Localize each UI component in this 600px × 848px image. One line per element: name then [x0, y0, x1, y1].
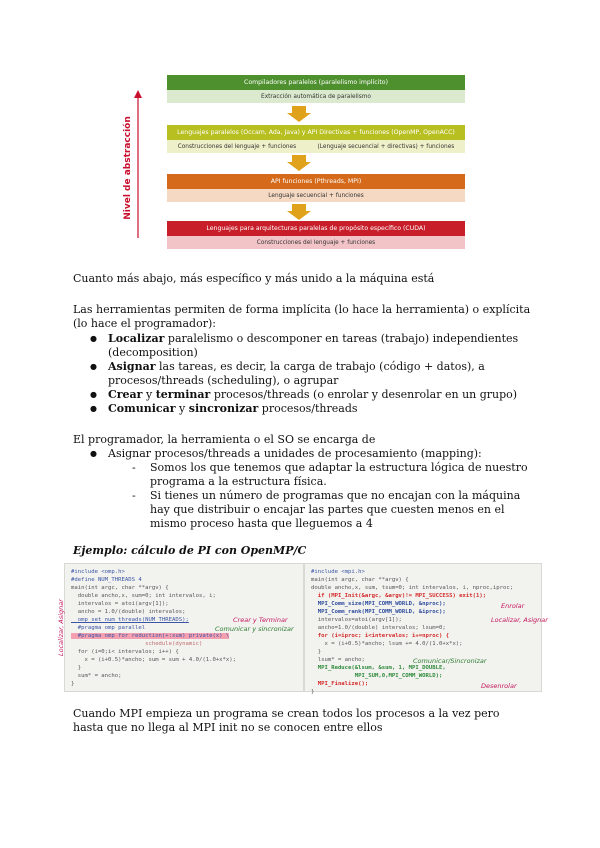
abstraction-diagram — [145, 75, 465, 255]
list-item: ● Comunicar y sincronizar procesos/threads — [90, 402, 530, 416]
mapping-sublist — [108, 461, 530, 531]
level-api-functions — [167, 174, 465, 202]
example-title: Ejemplo: cálculo de PI con OpenMP/C — [73, 544, 307, 557]
code-line: } — [71, 681, 75, 687]
level-sub: Construcciones del lenguaje + funciones — [167, 236, 465, 249]
level-sub-left: Construcciones del lenguaje + funciones — [177, 143, 297, 150]
note-comm-sync: Comunicar y sincronizar — [215, 625, 294, 633]
code-line: } — [71, 665, 82, 671]
level-title: Lenguajes para arquitecturas paralelas de propósito específico (CUDA) — [167, 221, 465, 236]
code-line: double ancho,x, sum, tsum=0; int intervalos, i, nproc,iproc; — [311, 585, 514, 591]
level-title: API funciones (Pthreads, MPI) — [167, 174, 465, 189]
code-line: #include <omp.h> — [71, 569, 125, 575]
code-line: intervalos=atoi(argv[1]); — [311, 617, 402, 623]
level-title: Compiladores paralelos (paralelismo implícito) — [167, 75, 465, 90]
level-sub: Lenguaje secuencial + funciones — [167, 189, 465, 202]
code-line: MPI_Comm_rank(MPI_COMM_WORLD, &iproc); — [311, 609, 446, 615]
abstraction-axis-arrowhead — [134, 90, 142, 98]
paragraph-programmer: El programador, la herramienta o el SO se encarga de — [73, 433, 376, 446]
code-line: MPI_Comm_size(MPI_COMM_WORLD, &nproc); — [311, 601, 446, 607]
list-item: ● Crear y terminar procesos/threads (o enrolar y desenrolar en un grupo) — [90, 388, 530, 402]
note-locate-assign: Localizar, Asignar — [491, 616, 548, 624]
tools-list — [90, 332, 530, 416]
code-line: } — [311, 689, 315, 695]
abstraction-axis-label: Nivel de abstracción — [123, 116, 133, 220]
code-line: schedule(dynamic) — [71, 641, 203, 647]
note-locate-assign: Localizar, Asignar — [57, 599, 65, 656]
code-line: MPI_Reduce(&lsum, &sum, 1, MPI_DOUBLE, — [311, 665, 446, 671]
code-line: main(int argc, char **argv) { — [311, 577, 409, 583]
level-sub: Extracción automática de paralelismo — [167, 90, 465, 103]
code-line: } — [311, 649, 322, 655]
code-line: #pragma omp parallel — [71, 625, 146, 631]
code-line: main(int argc, char **argv) { — [71, 585, 169, 591]
code-line: omp_set_num_threads(NUM_THREADS); — [71, 617, 189, 623]
code-line: ancho = 1.0/(double) intervalos; — [71, 609, 186, 615]
paragraph-mpi-init: Cuando MPI empieza un programa se crean todos los procesos a la vez pero hasta que no llega al MPI init no se conocen entre ellos — [73, 707, 500, 734]
sublist-item: - Somos los que tenemos que adaptar la estructura lógica de nuestro programa a la estructura física. — [108, 461, 530, 489]
code-line: #pragma omp for reduction(+:sum) private(x) \ — [71, 633, 230, 639]
mpi-code-panel — [304, 563, 548, 695]
mapping-list — [90, 447, 530, 531]
level-parallel-languages — [167, 125, 465, 153]
code-line: if (MPI_Init(&argc, &argv)!= MPI_SUCCESS) exit(1); — [311, 593, 487, 599]
code-line: sum* = ancho; — [71, 673, 122, 679]
code-line: for (i=0;i< intervalos; i++) { — [71, 649, 179, 655]
sublist-item: - Si tienes un número de programas que no encajan con la máquina hay que distribuir o encajar las partes que cuesten menos en el mismo proceso hasta que lleguemos a 4 — [108, 489, 530, 531]
code-line: #include <mpi.h> — [311, 569, 365, 575]
code-line: lsum* = ancho; — [311, 657, 365, 663]
paragraph-abstraction: Cuanto más abajo, más específico y más unido a la máquina está — [73, 272, 435, 285]
openmp-code-panel — [57, 563, 304, 692]
code-line: x = (i+0.5)*ancho; sum = sum + 4.0/(1.0+x*x); — [71, 657, 237, 663]
level-specific-architectures — [167, 221, 465, 249]
code-line: ancho=1.0/(double) intervalos; lsum=0; — [311, 625, 446, 631]
code-line: #define NUM_THREADS 4 — [71, 577, 142, 583]
level-implicit-compilers — [167, 75, 465, 103]
code-line: x = (i+0.5)*ancho; lsum += 4.0/(1.0+x*x); — [311, 641, 463, 647]
paragraph-tools-intro: Las herramientas permiten de forma implícita (lo hace la herramienta) o explícita (lo hace el programador): — [73, 303, 531, 330]
list-item: ● Asignar las tareas, es decir, la carga de trabajo (código + datos), a procesos/threads (scheduling), o agrupar — [90, 360, 530, 388]
note-create-terminate: Crear y Terminar — [233, 616, 288, 624]
level-sub-right: (Lenguaje secuencial + directivas) + funciones — [317, 143, 455, 150]
code-line: for (i=iproc; i<intervalos; i+=nproc) { — [311, 633, 450, 639]
level-sub — [167, 140, 465, 153]
note-comm-sync: Comunicar/Sincronizar — [413, 657, 487, 665]
list-item: ● Asignar procesos/threads a unidades de procesamiento (mapping): - Somos los que tenemos que adaptar la estructura lógica de nuestro programa a la estructura física. - Si tienes un número de programas que no encajan con la máquina hay que distribuir o encajar las partes que cuesten menos en el mismo proceso hasta que lleguemos a 4 — [90, 447, 530, 531]
code-line: double ancho,x, sum=0; int intervalos, i; — [71, 593, 216, 599]
level-title: Lenguajes paralelos (Occam, Ada, Java) y API Directivas + funciones (OpenMP, OpenACC) — [167, 125, 465, 140]
code-line: MPI_Finalize(); — [311, 681, 369, 687]
list-item: ● Localizar paralelismo o descomponer en tareas (trabajo) independientes (decomposition) — [90, 332, 530, 360]
note-enrol: Enrolar — [501, 602, 525, 610]
note-desenrol: Desenrolar — [481, 682, 517, 690]
code-line: intervalos = atoi(argv[1]); — [71, 601, 169, 607]
code-line: MPI_SUM,0,MPI_COMM_WORLD); — [311, 673, 443, 679]
